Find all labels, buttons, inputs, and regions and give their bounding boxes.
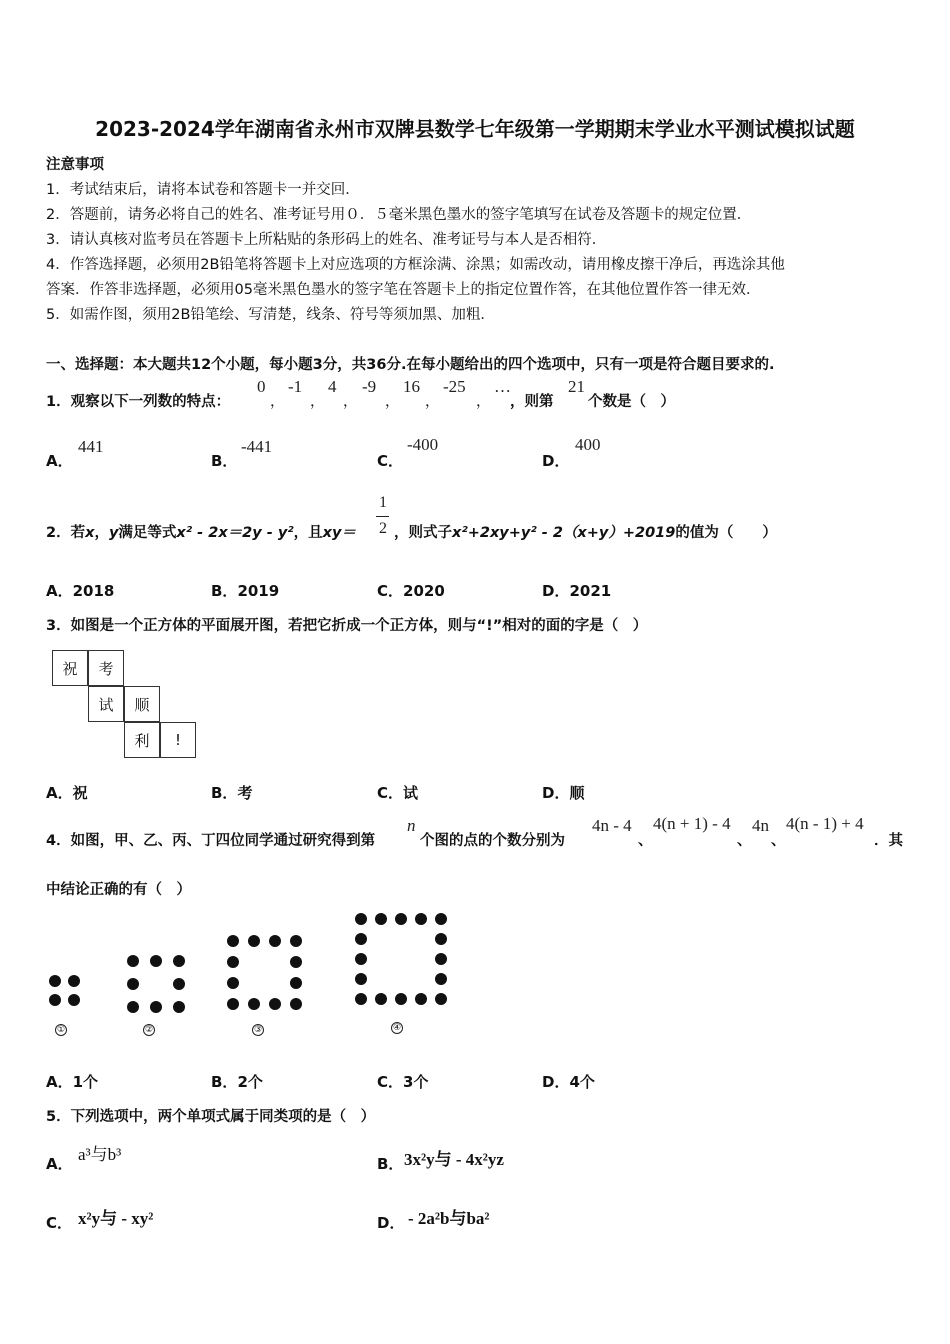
figure-dot: [68, 994, 80, 1006]
cube-face: !: [160, 722, 196, 758]
option-label: D．: [542, 582, 570, 600]
figure-dot: [395, 913, 407, 925]
option-label: B．: [211, 1073, 238, 1091]
figure-dot: [435, 913, 447, 925]
option-value: 顺: [569, 784, 585, 802]
notice-item: 答案．作答非选择题，必须用05毫米黑色墨水的签字笔在答题卡上的指定位置作答，在其他位置作答一律无效．: [46, 282, 761, 298]
separator: ，: [270, 394, 285, 410]
option-value: 2021: [569, 582, 612, 600]
option-value: 4个: [569, 1073, 595, 1091]
q2-option-c: [377, 580, 445, 601]
option-value: a³与b³: [78, 1145, 122, 1164]
var-x: x: [85, 525, 95, 541]
figure-dot: [290, 956, 302, 968]
option-label: C．: [377, 582, 404, 600]
var-y: y: [108, 525, 119, 541]
option-label: D．: [542, 1073, 570, 1091]
notice-item: 1．考试结束后，请将本试卷和答题卡一并交回．: [46, 182, 360, 198]
notice-item: 5．如需作图，须用2B铅笔绘、写清楚，线条、符号等须加黑、加粗．: [46, 307, 495, 323]
figure-dot: [49, 975, 61, 987]
option-label: A．: [46, 1073, 73, 1091]
q1-suffix: 个数是（ ）: [588, 394, 675, 410]
q2-ask: ，则式子: [394, 525, 452, 541]
option-value: x²y与 - xy²: [78, 1209, 154, 1228]
q4-expr-1: 4n - 4: [592, 816, 632, 835]
figure-dot: [435, 973, 447, 985]
q1-seq-4: 16: [403, 377, 420, 396]
option-label: D．: [542, 784, 570, 802]
option-label: C．: [377, 1073, 404, 1091]
figure-dot: [269, 935, 281, 947]
q5-option-d-value: [408, 1204, 490, 1229]
q2-option-d: [542, 580, 611, 601]
figure-dot: [127, 978, 139, 990]
separator: ，: [385, 394, 400, 410]
figure-dot: [127, 1001, 139, 1013]
separator: 、: [771, 833, 786, 849]
figure-dot: [375, 913, 387, 925]
q3-option-b: [211, 782, 252, 803]
option-value: 1个: [72, 1073, 99, 1091]
q2-prefix: 2．若: [46, 525, 86, 541]
figure-dot: [127, 955, 139, 967]
option-value: 3个: [403, 1073, 429, 1091]
option-label: B．: [211, 582, 238, 600]
separator: 、: [737, 833, 752, 849]
q4-tail: ．其: [874, 833, 903, 849]
q1-option-a-label: A．: [46, 452, 73, 470]
figure-dot: [248, 998, 260, 1010]
q3-option-c: [377, 782, 418, 803]
cube-face: 顺: [124, 686, 160, 722]
q2-and: ，且: [293, 525, 323, 541]
q1-seq-6: …: [494, 377, 511, 396]
figure-dot: [227, 935, 239, 947]
q4-option-b: [211, 1071, 263, 1092]
q4-expr-4: 4(n - 1) + 4: [786, 814, 864, 833]
option-value: - 2a²b与ba²: [408, 1209, 490, 1228]
figure-dot: [173, 1001, 185, 1013]
figure-label: ②: [144, 1025, 154, 1035]
cube-face: 考: [88, 650, 124, 686]
q1-mid: ，则第: [510, 394, 554, 410]
notice-heading: 注意事项: [46, 157, 104, 173]
option-label: A．: [46, 784, 73, 802]
q2-option-a: [46, 580, 114, 601]
figure-dot: [290, 977, 302, 989]
option-value: 试: [403, 784, 419, 802]
q4-option-c: [377, 1071, 428, 1092]
q4-n: n: [407, 816, 416, 835]
option-value: 2020: [403, 582, 445, 600]
option-label: C．: [377, 784, 404, 802]
q1-prefix: 1．观察以下一列数的特点：: [46, 394, 231, 410]
q3-option-a: [46, 782, 88, 803]
fraction-numerator: 1: [379, 494, 387, 511]
figure-dot: [395, 993, 407, 1005]
q1-seq-3: -9: [362, 377, 377, 396]
option-value: 2019: [237, 582, 280, 600]
separator: ，: [343, 394, 358, 410]
q1-option-c-label: C．: [377, 452, 404, 470]
q5-option-c-value: [78, 1204, 153, 1229]
figure-dot: [49, 994, 61, 1006]
q3-text: 3．如图是一个正方体的平面展开图，若把它折成一个正方体，则与“!”相对的面的字是（ ）: [46, 618, 648, 634]
cube-face: 试: [88, 686, 124, 722]
figure-label: ③: [253, 1025, 263, 1035]
figure-dot: [435, 953, 447, 965]
q1-n: 21: [568, 377, 585, 396]
figure-dot: [355, 953, 367, 965]
q1-option-b-value: -441: [241, 437, 273, 456]
figure-dot: [415, 913, 427, 925]
q1-seq-2: 4: [328, 377, 337, 396]
fraction-denominator: 2: [379, 520, 387, 537]
figure-dot: [290, 935, 302, 947]
figure-dot: [248, 935, 260, 947]
cube-face: 祝: [52, 650, 88, 686]
q2-suffix: 的值为（ ）: [675, 525, 777, 541]
figure-dot: [435, 993, 447, 1005]
separator: ，: [310, 394, 325, 410]
figure-dot: [269, 998, 281, 1010]
option-label: A．: [46, 582, 73, 600]
q5-option-a-value: [78, 1140, 121, 1165]
q5-option-b-label: B．: [377, 1155, 404, 1173]
q2-text: [46, 521, 356, 542]
q1-option-d-value: 400: [575, 435, 601, 454]
figure-dot: [173, 955, 185, 967]
q5-option-a-label: A．: [46, 1155, 73, 1173]
figure-dot: [415, 993, 427, 1005]
q2-option-b: [211, 580, 279, 601]
figure-label: ④: [392, 1023, 402, 1033]
q5-option-b-value: [404, 1145, 504, 1170]
option-value: 2个: [237, 1073, 263, 1091]
figure-dot: [435, 933, 447, 945]
option-value: 考: [237, 784, 253, 802]
separator: ，: [476, 394, 491, 410]
option-label: B．: [211, 784, 238, 802]
figure-dot: [68, 975, 80, 987]
q2-expression: x²+2xy+y² - 2（x+y）+2019: [452, 525, 676, 541]
q2-cond: 满足等式: [118, 525, 177, 541]
separator: ，: [425, 394, 440, 410]
section-heading: 一、选择题：本大题共12个小题，每小题3分，共36分.在每小题给出的四个选项中，只有一项是符合题目要求的.: [46, 357, 775, 373]
figure-dot: [355, 993, 367, 1005]
q3-option-d: [542, 782, 584, 803]
separator: 、: [638, 833, 653, 849]
notice-item: 3．请认真核对监考员在答题卡上所粘贴的条形码上的姓名、准考证号与本人是否相符．: [46, 232, 607, 248]
q1-option-d-label: D．: [542, 452, 570, 470]
q4-expr-2: 4(n + 1) - 4: [653, 814, 731, 833]
page-title: 2023-2024学年湖南省永州市双牌县数学七年级第一学期期末学业水平测试模拟试题: [95, 117, 855, 141]
figure-dot: [173, 978, 185, 990]
q1-seq-5: -25: [443, 377, 466, 396]
separator: ，: [94, 525, 109, 541]
q4-expr-3: 4n: [752, 816, 769, 835]
option-value: 祝: [72, 784, 88, 802]
figure-dot: [150, 955, 162, 967]
fraction-bar: [376, 516, 389, 517]
cube-face: 利: [124, 722, 160, 758]
q1-option-b-label: B．: [211, 452, 238, 470]
figure-dot: [290, 998, 302, 1010]
figure-dot: [355, 933, 367, 945]
figure-dot: [375, 993, 387, 1005]
q2-equation: x² - 2x＝2y - y²: [176, 525, 294, 541]
q4-mid: 个图的点的个数分别为: [420, 833, 565, 849]
option-value: 3x²y与 - 4x²yz: [404, 1150, 504, 1169]
q2-xy: xy＝: [322, 525, 356, 541]
q5-option-d-label: D．: [377, 1214, 405, 1232]
figure-dot: [227, 977, 239, 989]
figure-dot: [150, 1001, 162, 1013]
q5-option-c-label: C．: [46, 1214, 73, 1232]
q4-option-a: [46, 1071, 98, 1092]
figure-label: ①: [56, 1025, 66, 1035]
option-value: 2018: [72, 582, 115, 600]
q4-prefix: 4．如图，甲、乙、丙、丁四位同学通过研究得到第: [46, 833, 376, 849]
q1-option-a-value: 441: [78, 437, 104, 456]
q2-text-rest: [394, 521, 777, 542]
q4-option-d: [542, 1071, 595, 1092]
q1-option-c-value: -400: [407, 435, 439, 454]
figure-dot: [227, 998, 239, 1010]
notice-item: 4．作答选择题，必须用2B铅笔将答题卡上对应选项的方框涂满、涂黑；如需改动，请用橡皮擦干净后，再选涂其他: [46, 257, 785, 273]
q1-seq-0: 0: [257, 377, 266, 396]
figure-dot: [355, 973, 367, 985]
figure-dot: [355, 913, 367, 925]
figure-dot: [227, 956, 239, 968]
notice-item: 2．答题前，请务必将自己的姓名、准考证号用０．５毫米黑色墨水的签字笔填写在试卷及答题卡的规定位置．: [46, 207, 752, 223]
q4-line2: 中结论正确的有（ ）: [46, 882, 191, 898]
q5-text: 5．下列选项中，两个单项式属于同类项的是（ ）: [46, 1109, 376, 1125]
q1-seq-1: -1: [288, 377, 303, 396]
